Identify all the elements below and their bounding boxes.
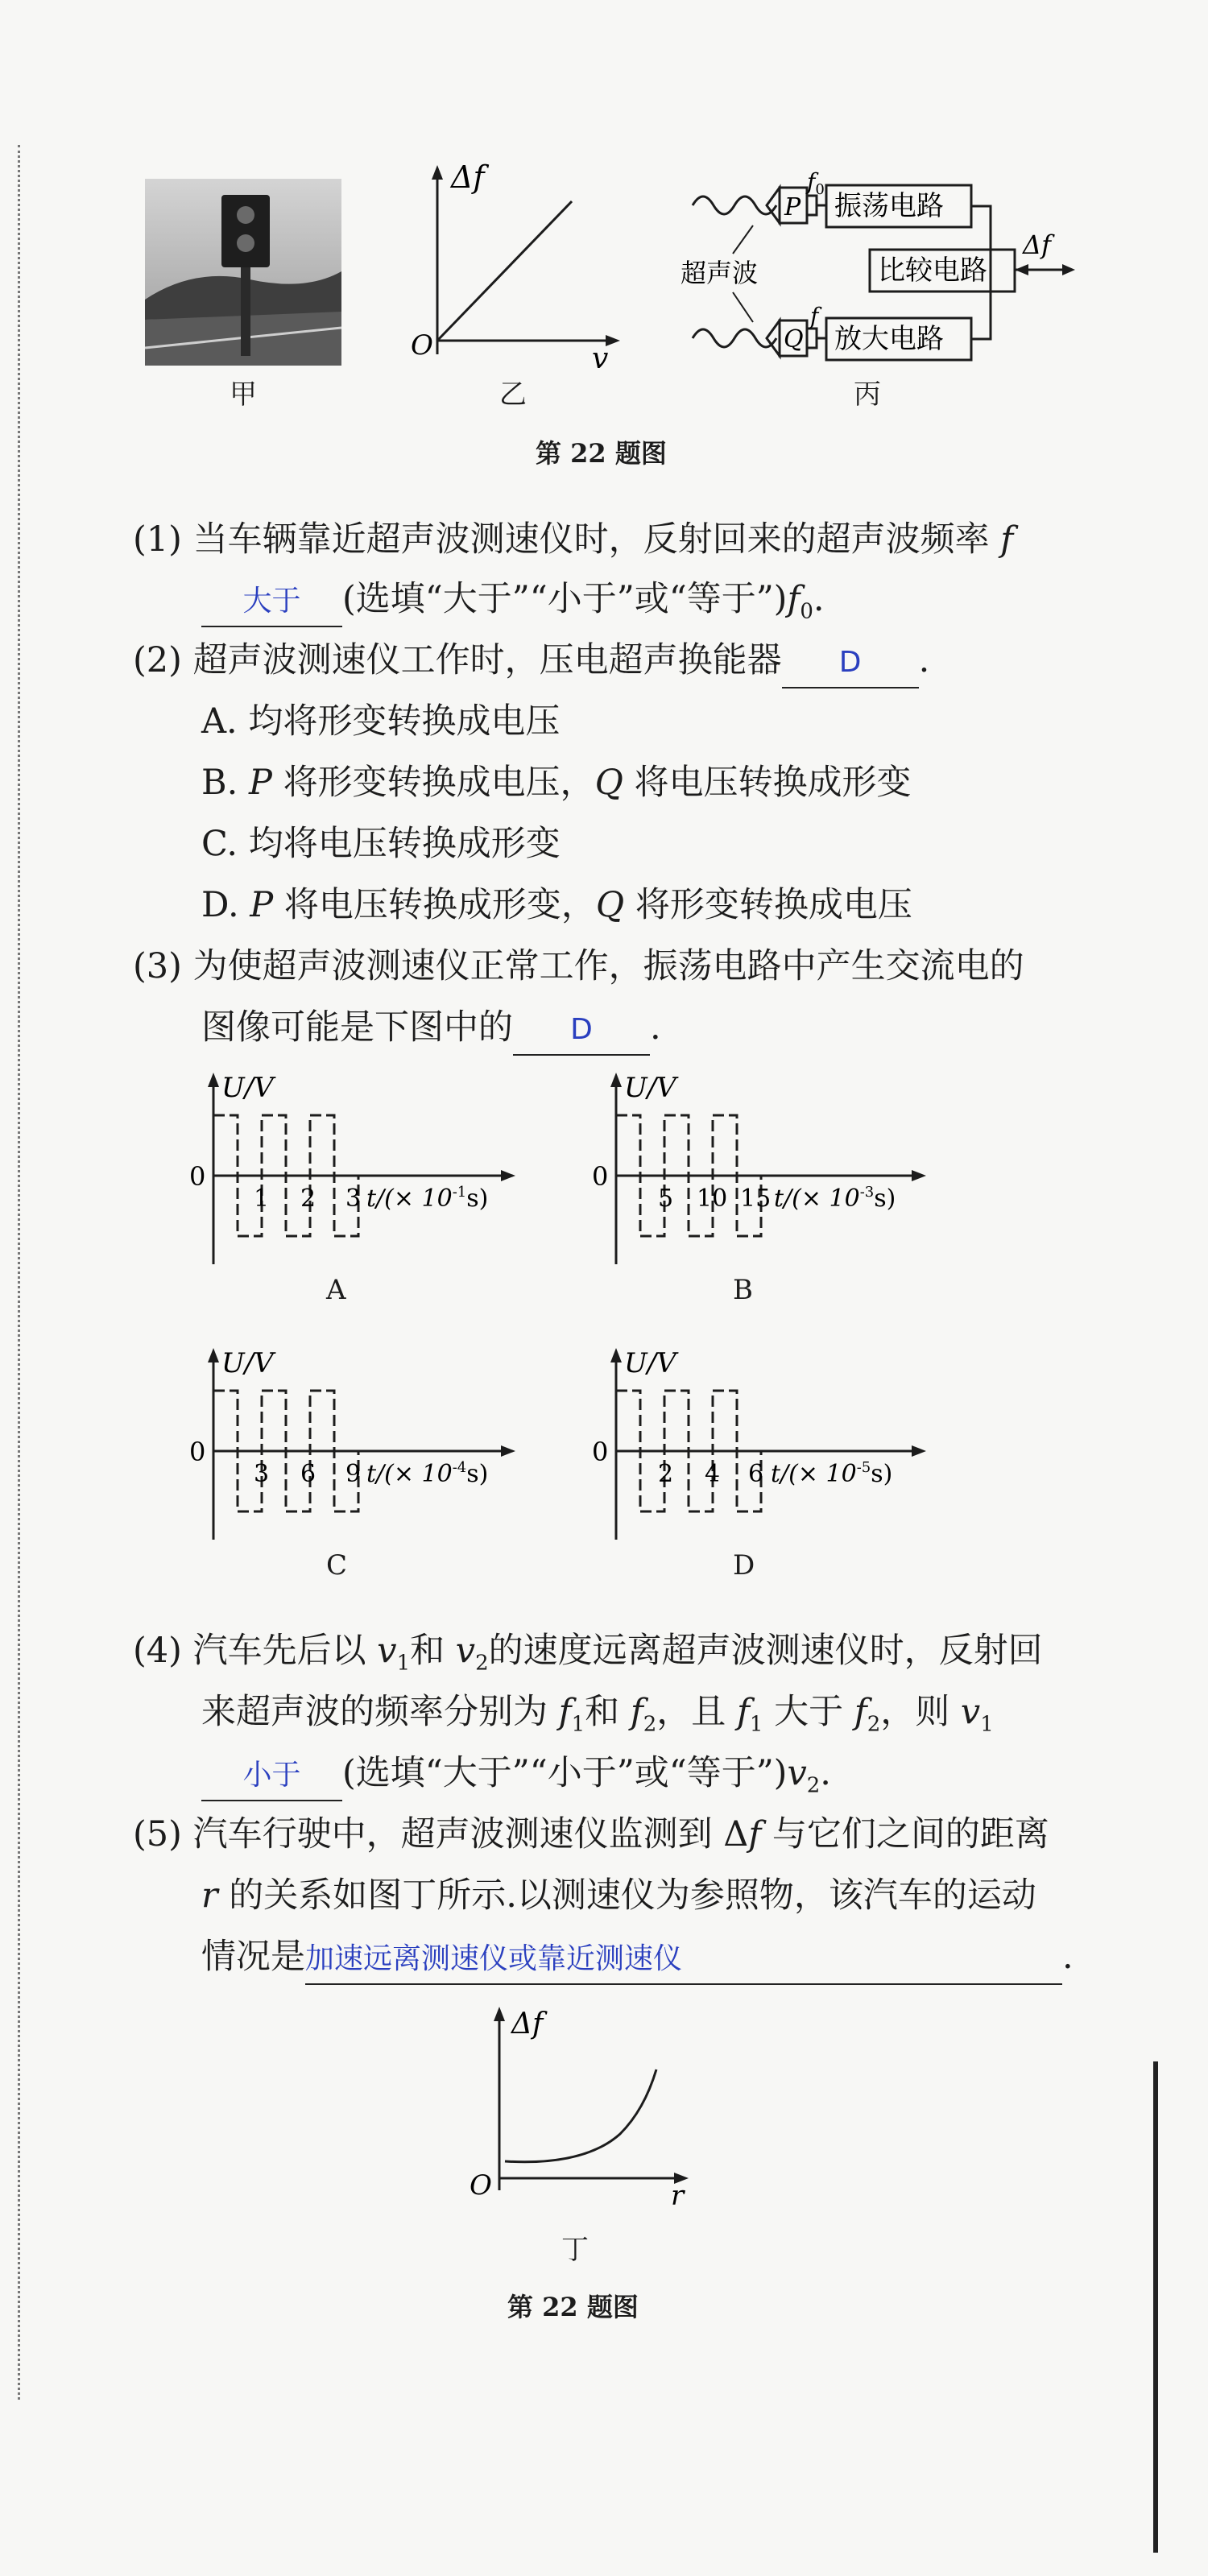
- wave-a-tick1: 1: [254, 1185, 270, 1213]
- q4-v2-sub: 2: [475, 1651, 489, 1676]
- q4-and: 和: [410, 1631, 445, 1671]
- q2-option-c-text: 均将电压转换成形变: [248, 824, 561, 864]
- wave-c-name: C: [326, 1549, 348, 1582]
- q1-answer: 大于: [242, 585, 301, 618]
- ding-curve: [505, 2069, 656, 2162]
- wave-b-tick1: 5: [658, 1185, 674, 1213]
- wave-a-name: A: [326, 1274, 346, 1306]
- label-jia: 甲: [230, 378, 257, 411]
- label-ding: 丁: [561, 2234, 589, 2266]
- wave-d-tick1: 2: [658, 1460, 674, 1488]
- wave-graph-a: [181, 1063, 519, 1276]
- q4-f2b: f: [854, 1692, 867, 1732]
- q2-option-c: [201, 820, 561, 868]
- q1-line1: [133, 515, 1013, 564]
- q4-f1: f: [558, 1692, 572, 1732]
- q2-option-b-t1: 将形变转换成电压，: [283, 763, 595, 803]
- q4-v1: v: [377, 1631, 397, 1671]
- q4-hint: (选填“大于”“小于”或“等于”): [342, 1753, 788, 1793]
- q5-line3-text: 情况是: [201, 1937, 305, 1977]
- q5-line1: [133, 1810, 1049, 1859]
- page-edge-shadow: [1153, 2061, 1158, 2553]
- q3-line1: [133, 942, 1024, 990]
- q2-end: .: [918, 640, 930, 680]
- q4-p2: 的速度远离超声波测速仪时，反射回: [488, 1631, 1043, 1671]
- wave-d-tick2: 4: [705, 1460, 721, 1488]
- q2-option-b-key: B.: [201, 763, 238, 803]
- q2-option-c-key: C.: [201, 824, 238, 864]
- q5-line1-text: 汽车行驶中，超声波测速仪监测到 Δ: [192, 1814, 749, 1854]
- q4-p1: 汽车先后以: [192, 1631, 366, 1671]
- q1-hint: (选填“大于”“小于”或“等于”): [342, 579, 788, 619]
- q3-text2: 图像可能是下图中的: [201, 1007, 513, 1048]
- wave-a-zero: 0: [189, 1161, 206, 1192]
- q4-line2: [201, 1688, 994, 1749]
- q4-end: .: [820, 1753, 831, 1793]
- figure-caption-bottom: 第 22 题图: [507, 2292, 639, 2322]
- label-f: f: [810, 303, 819, 329]
- ding-y-axis-label: Δf: [511, 2007, 544, 2041]
- photo-jia: [145, 179, 341, 366]
- q4-v2: v: [455, 1631, 476, 1671]
- q2-option-d-q: Q: [595, 885, 625, 925]
- q4-f2-sub: 2: [643, 1712, 657, 1737]
- wave-b-tick2: 10: [697, 1185, 728, 1213]
- transducer-q: Q: [784, 325, 804, 354]
- q4-f2b-sub: 2: [867, 1712, 881, 1737]
- q1-var-f: f: [1000, 519, 1014, 560]
- q4-f1b: f: [736, 1692, 750, 1732]
- yi-origin-label: O: [411, 329, 433, 362]
- q4-v1b-sub: 1: [980, 1712, 994, 1737]
- wave-a-tick2: 2: [300, 1185, 316, 1213]
- q4-label: (4): [133, 1631, 182, 1671]
- q5-end: .: [1062, 1937, 1074, 1977]
- q2-option-d-key: D.: [201, 885, 239, 925]
- q1-line2: [201, 575, 825, 636]
- wave-d-name: D: [733, 1549, 755, 1582]
- q5-answer: 加速远离测速仪或靠近测速仪: [305, 1942, 683, 1975]
- q5-line3: [201, 1933, 1074, 1985]
- q2-option-a: [201, 697, 560, 746]
- q4-answer: 小于: [242, 1759, 301, 1792]
- q3-label: (3): [133, 946, 182, 986]
- q3-text: 为使超声波测速仪正常工作，振荡电路中产生交流电的: [192, 946, 1024, 986]
- q4-l2a: 来超声波的频率分别为: [201, 1692, 548, 1732]
- q2-option-d-t1: 将电压转换成形变，: [283, 885, 596, 925]
- wave-a-tick3: 3: [345, 1185, 362, 1213]
- q3-answer-blank[interactable]: [513, 1003, 650, 1056]
- q4-he: 和: [585, 1692, 620, 1732]
- box-oscillator: 振荡电路: [834, 190, 944, 222]
- q2-label: (2): [133, 640, 182, 680]
- q4-f2: f: [630, 1692, 643, 1732]
- q3-answer: D: [570, 1013, 593, 1046]
- wave-b-tick3: 15: [740, 1185, 772, 1213]
- wave-a-ylabel: U/V: [221, 1072, 274, 1104]
- label-f0: $f_0$: [807, 168, 825, 198]
- q2-option-d-p: P: [250, 885, 274, 925]
- graph-yi: [407, 157, 624, 378]
- box-amplifier: 放大电路: [834, 323, 944, 355]
- q4-answer-blank[interactable]: [201, 1749, 342, 1801]
- q4-v2b: v: [787, 1753, 807, 1793]
- q4-v1-sub: 1: [396, 1651, 411, 1676]
- graph-ding: [463, 1997, 705, 2210]
- transducer-p: P: [784, 193, 801, 221]
- wave-b-xlabel: $t/(\times 10^{-3}s)$: [774, 1184, 896, 1213]
- box-comparator: 比较电路: [878, 254, 987, 287]
- wave-a-xlabel: $t/(\times 10^{-1}s)$: [366, 1184, 489, 1213]
- wave-graph-d: [584, 1338, 930, 1551]
- q2-option-d: [201, 881, 912, 929]
- wave-d-tick3: 6: [748, 1460, 764, 1488]
- q2-answer-blank[interactable]: [782, 636, 919, 688]
- wave-c-tick1: 3: [254, 1460, 270, 1488]
- wave-c-tick3: 9: [345, 1460, 362, 1488]
- q5-line1b: 与它们之间的距离: [772, 1814, 1049, 1854]
- yi-x-axis-label: v: [592, 342, 609, 374]
- ding-x-axis-label: r: [671, 2180, 685, 2206]
- wave-graph-c: [181, 1338, 519, 1551]
- wave-c-tick2: 6: [300, 1460, 316, 1488]
- label-yi: 乙: [499, 378, 527, 411]
- q5-line2-text: 的关系如图丁所示.以测速仪为参照物，该汽车的运动: [229, 1875, 1036, 1916]
- q1-f0-sub: 0: [800, 599, 813, 624]
- q2-option-b: [201, 759, 912, 807]
- q4-line1: [133, 1627, 1043, 1688]
- wave-label: 超声波: [681, 258, 759, 288]
- wave-b-zero: 0: [592, 1161, 609, 1192]
- figure-caption-top: 第 22 题图: [536, 438, 667, 469]
- q2-option-d-t2: 将形变转换成电压: [635, 885, 912, 925]
- q5-f: f: [748, 1814, 762, 1854]
- q4-l2b: ，且: [656, 1692, 726, 1732]
- ultrasonic-wave-top: [693, 196, 776, 214]
- wave-d-zero: 0: [592, 1437, 609, 1467]
- q2-text: 超声波测速仪工作时，压电超声换能器: [192, 640, 782, 680]
- q3-line2: [201, 1003, 661, 1056]
- wave-b-name: B: [733, 1274, 753, 1306]
- q2-option-b-q: Q: [594, 763, 623, 803]
- wave-c-zero: 0: [189, 1437, 206, 1467]
- q5-label: (5): [133, 1814, 182, 1854]
- q3-end: .: [650, 1007, 661, 1048]
- q5-r: r: [201, 1875, 218, 1916]
- q1-answer-blank[interactable]: [201, 575, 342, 627]
- label-bing: 丙: [854, 378, 881, 411]
- q4-l2c: 大于: [774, 1692, 844, 1732]
- q1-f0: f: [787, 579, 801, 619]
- q5-answer-blank[interactable]: [305, 1933, 1062, 1985]
- q4-f1b-sub: 1: [749, 1712, 763, 1737]
- q4-v2b-sub: 2: [806, 1773, 821, 1798]
- wave-b-ylabel: U/V: [624, 1072, 676, 1104]
- binding-dotted-line: [18, 145, 20, 2400]
- q2-line: [133, 636, 929, 688]
- q1-label: (1): [133, 519, 182, 560]
- q2-option-b-t2: 将电压转换成形变: [634, 763, 912, 803]
- diagram-bing: [676, 165, 1079, 378]
- q5-line2: [201, 1871, 1036, 1920]
- q4-f1-sub: 1: [571, 1712, 585, 1737]
- ultrasonic-wave-bottom: [693, 329, 776, 347]
- q4-l2d: ，则: [880, 1692, 950, 1732]
- output-delta-f: Δf: [1023, 229, 1051, 260]
- wave-c-xlabel: $t/(\times 10^{-4}s)$: [366, 1459, 489, 1488]
- q2-option-a-text: 均将形变转换成电压: [248, 701, 561, 742]
- yi-y-axis-label: Δf: [451, 159, 485, 195]
- wave-c-ylabel: U/V: [221, 1347, 274, 1379]
- wave-d-xlabel: $t/(\times 10^{-5}s)$: [771, 1459, 893, 1488]
- ding-origin-label: O: [470, 2169, 492, 2202]
- q1-end: .: [813, 579, 825, 619]
- q2-option-a-key: A.: [201, 701, 238, 742]
- q4-line3: [201, 1749, 831, 1810]
- q1-text: 当车辆靠近超声波测速仪时，反射回来的超声波频率: [192, 519, 990, 560]
- q2-answer: D: [838, 646, 862, 679]
- wave-d-ylabel: U/V: [624, 1347, 676, 1379]
- q2-option-b-p: P: [248, 763, 272, 803]
- wave-graph-b: [584, 1063, 930, 1276]
- q4-v1b: v: [960, 1692, 981, 1732]
